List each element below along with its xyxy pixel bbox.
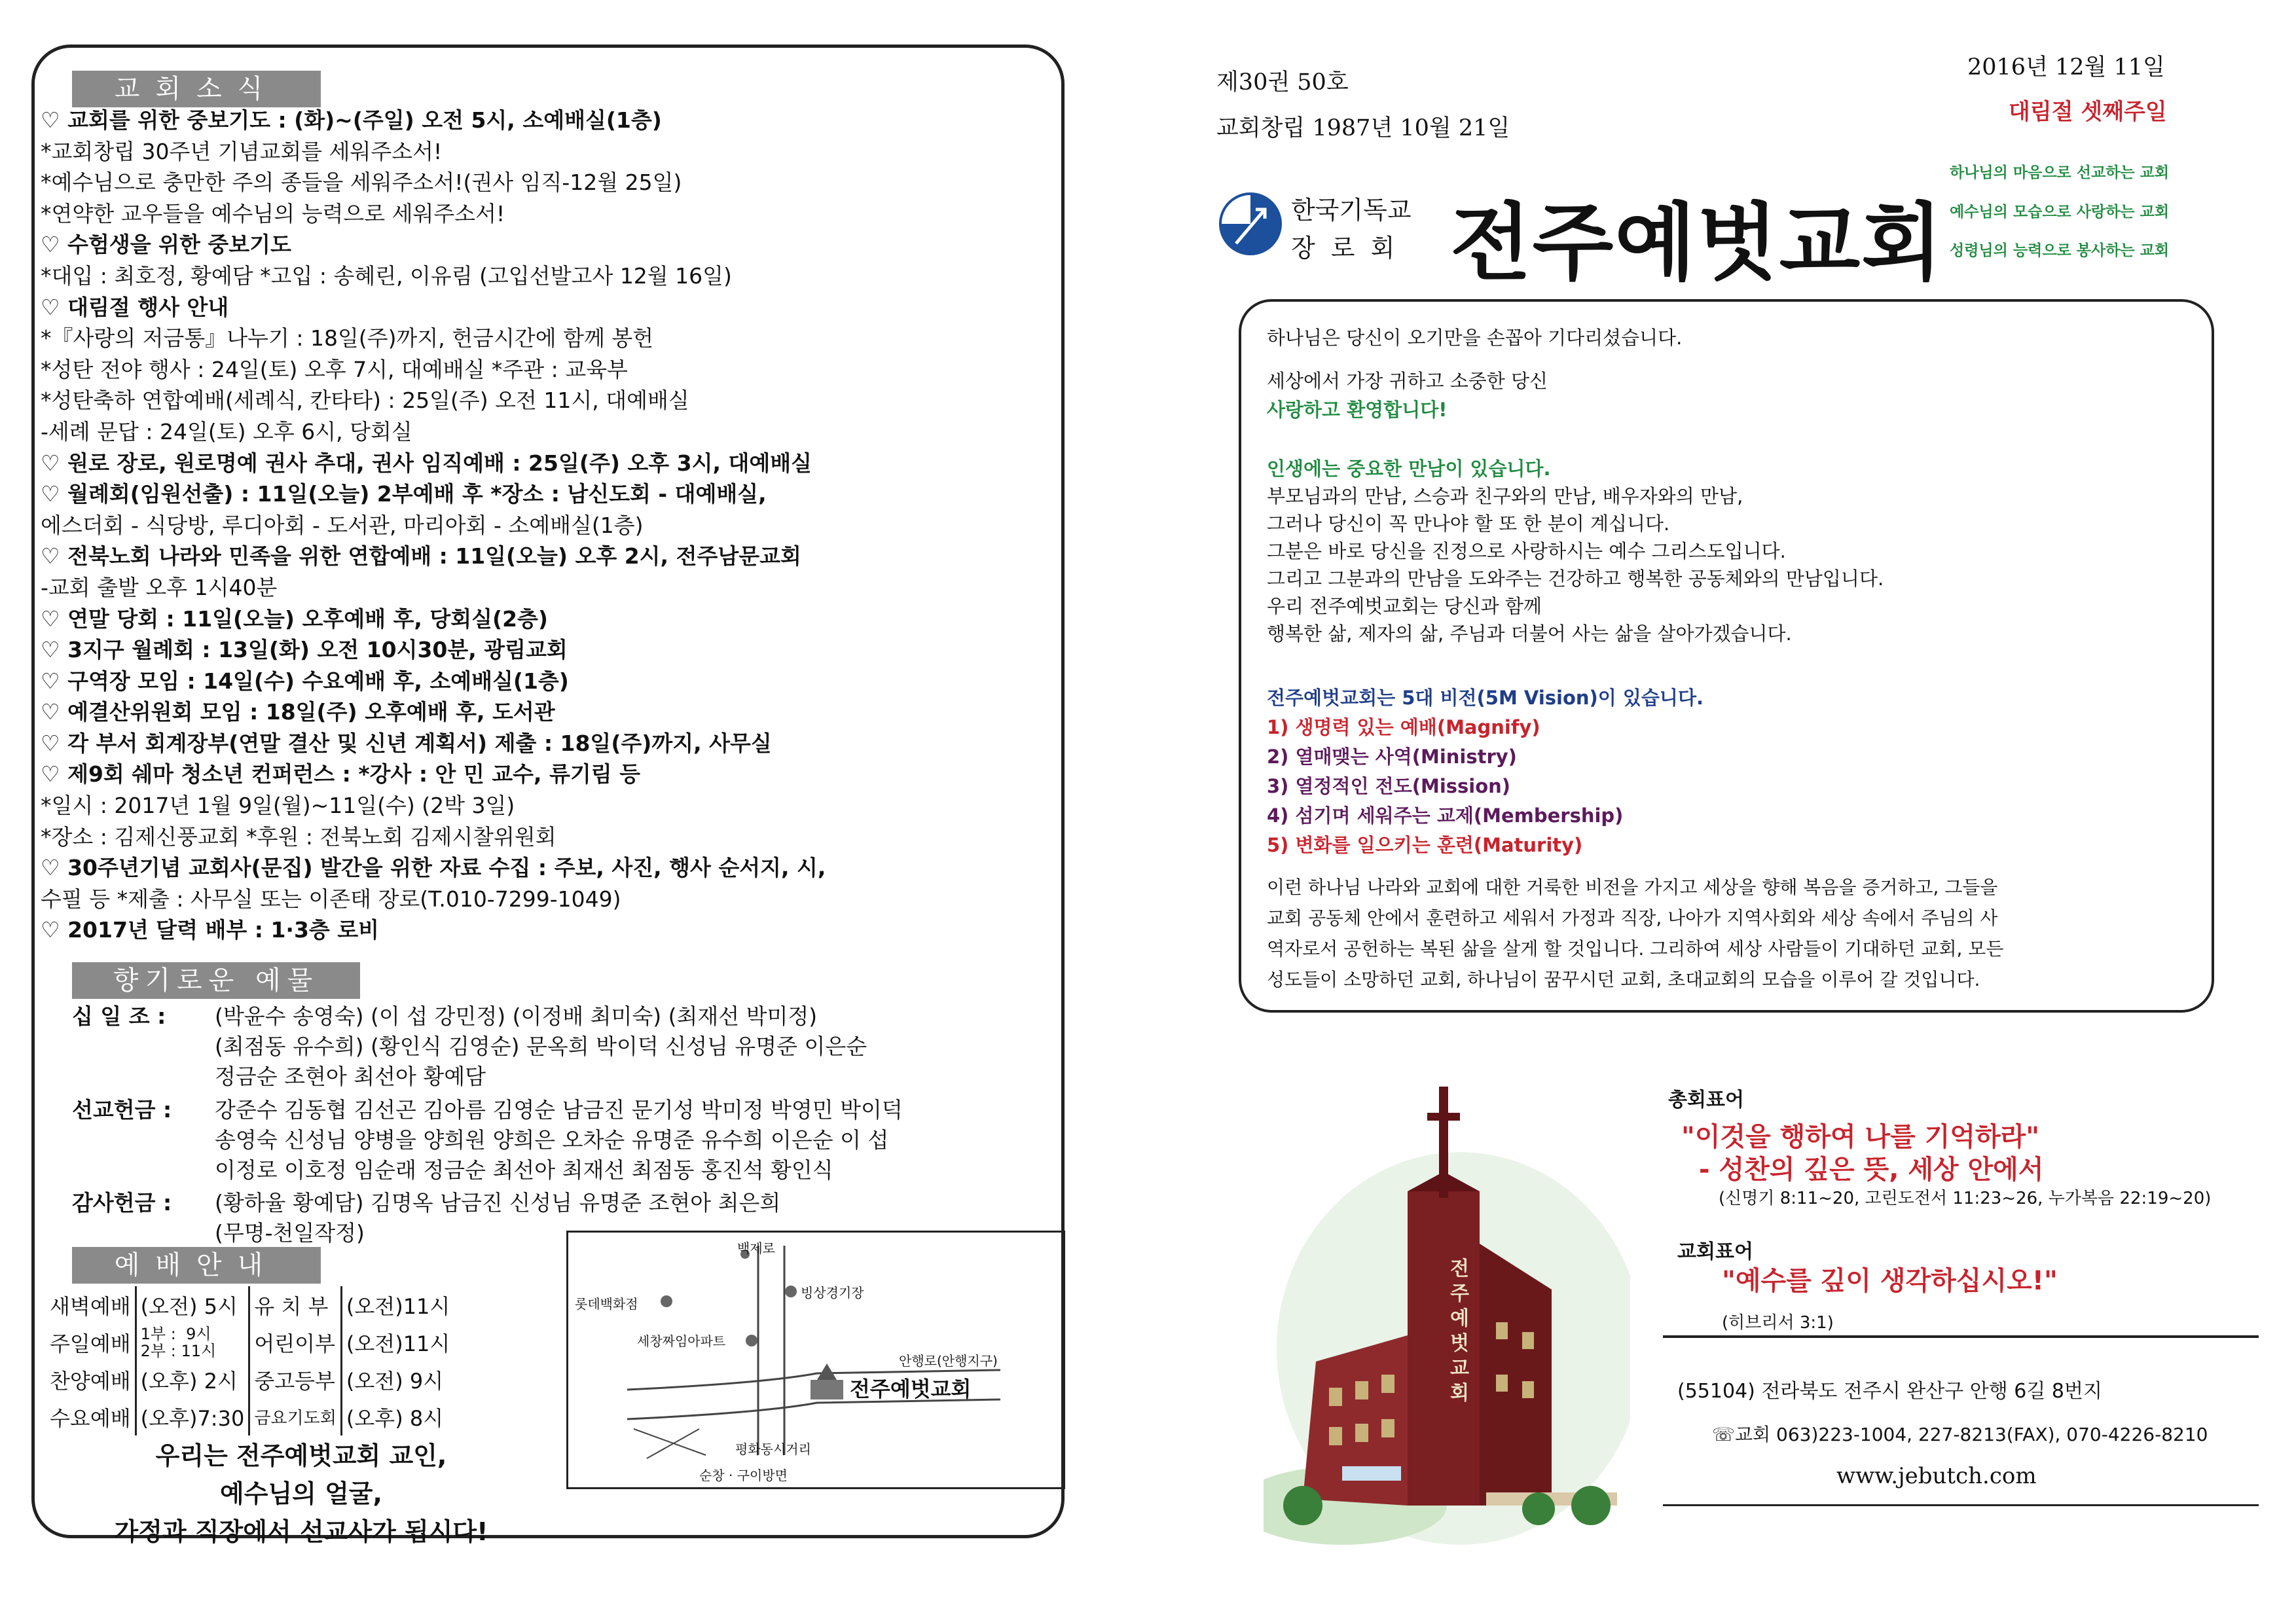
news-item: ♡ 월례회(임원선출) : 11일(오늘) 2부예배 후 *장소 : 남신도회 - 대예배실, [41,481,767,507]
volume-number: 제30권 50호 [1216,69,1349,96]
vision-paragraph-line: 이런 하나님 나라와 교회에 대한 거룩한 비전을 가지고 세상을 향해 복음을 증거하고, 그들을 [1267,876,1998,898]
worship-time: (오전) 5시 [136,1286,249,1324]
vision-paragraph-line: 성도들이 소망하던 교회, 하나님이 꿈꾸시던 교회, 초대교회의 모습을 이루어 갈 것입니다. [1267,969,1980,990]
worship-time: (오후) 8시 [341,1398,454,1435]
worship-time: (오후) 2시 [136,1361,249,1398]
closing-line: 가정과 직장에서 선교사가 됩시다! [114,1517,488,1546]
news-item: ♡ 수험생을 위한 중보기도 [41,232,291,258]
meeting-line: 행복한 삶, 제자의 삶, 주님과 더불어 사는 삶을 살아가겠습니다. [1267,623,1792,645]
building-sign: 전주예벗교회 [1450,1257,1469,1405]
news-heading: 교회소식 [72,71,321,107]
meeting-line: 부모님과의 만남, 스승과 친구와의 만남, 배우자와의 만남, [1267,485,1743,507]
news-item: 수필 등 *제출 : 사무실 또는 이존태 장로(T.010-7299-1049) [41,886,621,912]
mission-line: 강준수 김동협 김선곤 김아름 김영순 남금진 문기성 박미정 박영민 박이덕 [215,1097,903,1123]
phone-numbers: ☏교회 063)223-1004, 227-8213(FAX), 070-4226-8210 [1712,1424,2208,1445]
welcome-line: 하나님은 당신이 오기만을 손꼽아 기다리셨습니다. [1267,327,1683,349]
worship-time: (오전)11시 [341,1286,454,1324]
welcome-highlight: 사랑하고 환영합니다! [1267,399,1448,421]
worship-time: 1부 : 9시 2부 : 11시 [136,1324,249,1361]
vision-item: 3) 열정적인 전도(Mission) [1267,775,1511,797]
map-label-church: 전주예벗교회 [850,1377,972,1401]
tithe-line: (최점동 유수희) (황인식 김영순) 문옥희 박이덕 신성님 유명준 이은순 [215,1034,867,1059]
news-item: ♡ 3지구 월례회 : 13일(화) 오전 10시30분, 광림교회 [41,637,568,663]
denomination-line1: 한국기독교 [1291,196,1412,225]
news-item: *성탄 전야 행사 : 24일(토) 오후 7시, 대예배실 *주관 : 교육부 [41,356,628,382]
worship-time: (오전)11시 [341,1324,454,1361]
founded-date: 교회창립 1987년 10월 21일 [1216,115,1510,141]
worship-table [46,1286,454,1435]
church-motto-line: "예수를 깊이 생각하십시오!" [1722,1266,2058,1296]
worship-row [46,1286,454,1324]
tithe-line: (박윤수 송영숙) (이 섭 강민정) (이정배 최미숙) (최재선 박미정) [215,1003,818,1029]
news-item: ♡ 30주년기념 교회사(문집) 발간을 위한 자료 수집 : 주보, 사진, 행사 순서지, 시, [41,855,826,881]
website-link[interactable]: www.jebutch.com [1836,1463,2037,1489]
vision-heading: 전주예벗교회는 5대 비전(5M Vision)이 있습니다. [1267,687,1704,709]
worship-dept: 어린이부 [249,1324,342,1361]
tithe-label: 십 일 조 : [72,1003,166,1029]
location-map [566,1231,1065,1489]
bulletin-date: 2016년 12월 11일 [1967,54,2165,81]
worship-dept: 금요기도회 [249,1398,342,1435]
news-item: ♡ 각 부서 회계장부(연말 결산 및 신년 계획서) 제출 : 18일(주)까지, 사무실 [41,730,772,756]
news-item: -세례 문답 : 24일(토) 오후 6시, 당회실 [41,418,412,444]
news-item: ♡ 교회를 위한 중보기도 : (화)~(주일) 오전 5시, 소예배실(1층) [41,107,662,133]
vision-item: 5) 변화를 일으키는 훈련(Maturity) [1267,834,1583,856]
news-item: ♡ 대림절 행사 안내 [41,294,229,320]
church-building-image [1264,1074,1630,1545]
worship-dept: 중고등부 [249,1361,342,1398]
slogan-line: 하나님의 마음으로 선교하는 교회 [1950,164,2170,181]
vision-paragraph-line: 교회 공동체 안에서 훈련하고 세워서 가정과 직장, 나아가 지역사회와 세상 속에서 주님의 사 [1267,907,1998,929]
divider-line [1663,1335,2259,1338]
meeting-line: 우리 전주예벗교회는 당신과 함께 [1267,595,1542,617]
meeting-line: 그분은 바로 당신을 진정으로 사랑하시는 예수 그리스도입니다. [1267,540,1786,562]
worship-row [46,1324,454,1361]
worship-name: 찬양예배 [50,1368,131,1394]
worship-name: 새벽예배 [50,1293,131,1319]
general-motto-line: "이것을 행하여 나를 기억하라" [1681,1122,2040,1152]
map-label-lotte: 롯데백화점 [575,1296,638,1312]
mission-line: 송영숙 신성님 양병을 양희원 양희은 오차순 유명준 유수희 이은순 이 섭 [215,1127,889,1153]
worship-name: 수요예배 [50,1405,131,1431]
map-label-road-top: 백제로 [737,1240,775,1256]
thanks-label: 감사헌금 : [72,1190,172,1216]
news-item: ♡ 전북노회 나라와 민족을 위한 연합예배 : 11일(오늘) 오후 2시, 전주남문교회 [41,543,801,569]
tithe-line: 정금순 조현아 최선아 황예담 [215,1064,486,1089]
season-label: 대림절 셋째주일 [2009,99,2167,125]
news-item: *예수님으로 충만한 주의 종들을 세워주소서!(권사 임직-12월 25일) [41,170,682,196]
vision-paragraph-line: 역자로서 공헌하는 복된 삶을 살게 할 것입니다. 그리하여 세상 사람들이 기대하던 교회, 모든 [1267,938,2004,960]
church-name: 전주예벗교회 [1450,194,1944,292]
general-motto-label: 총회표어 [1668,1089,1744,1111]
mission-label: 선교헌금 : [72,1097,172,1123]
worship-dept: 유 치 부 [249,1286,342,1324]
news-item: -교회 출발 오후 1시40분 [41,574,278,600]
news-item: ♡ 예결산위원회 모임 : 18일(주) 오후예배 후, 도서관 [41,699,555,725]
news-item: *『사랑의 저금통』나누기 : 18일(주)까지, 헌금시간에 함께 봉헌 [41,325,654,352]
news-item: *연약한 교우들을 예수님의 능력으로 세워주소서! [41,200,505,226]
meeting-line: 그리고 그분과의 만남을 도와주는 건강하고 행복한 공동체와의 만남입니다. [1267,568,1884,590]
worship-name: 주일예배 [50,1331,131,1356]
vision-item: 1) 생명력 있는 예배(Magnify) [1267,716,1540,738]
divider-line [1663,1504,2259,1506]
news-item: *성탄축하 연합예배(세례식, 칸타타) : 25일(주) 오전 11시, 대예배실 [41,388,689,414]
denomination-line2: 장 로 회 [1291,234,1399,262]
closing-line: 우리는 전주예벗교회 교인, [155,1441,447,1470]
slogan-line: 예수님의 모습으로 사랑하는 교회 [1950,204,2170,221]
welcome-line: 세상에서 가장 귀하고 소중한 당신 [1267,370,1548,392]
offering-heading: 향기로운 예물 [72,962,360,999]
map-label-intersection: 평화동시거리 [735,1441,811,1457]
vision-item: 2) 열매맺는 사역(Ministry) [1267,746,1517,768]
news-item: *장소 : 김제신풍교회 *후원 : 전북노회 김제시찰위원회 [41,823,556,850]
news-item: ♡ 연말 당회 : 11일(오늘) 오후예배 후, 당회실(2층) [41,605,548,632]
map-label-road-right: 안행로(안행지구) [899,1353,998,1369]
worship-heading: 예배안내 [72,1247,321,1284]
news-item: ♡ 구역장 모임 : 14일(수) 수요예배 후, 소예배실(1층) [41,668,569,694]
worship-row [46,1361,454,1398]
map-label-rink: 빙상경기장 [801,1285,864,1301]
news-item: ♡ 원로 장로, 원로명예 권사 추대, 권사 임직예배 : 25일(주) 오후 3시, 대예배실 [41,450,812,476]
general-motto-line: - 성찬의 깊은 뜻, 세상 안에서 [1699,1155,2044,1185]
news-item: ♡ 2017년 달력 배부 : 1·3층 로비 [41,917,380,943]
news-item: *일시 : 2017년 1월 9일(월)~11일(수) (2박 3일) [41,793,515,819]
church-motto-label: 교회표어 [1677,1240,1753,1263]
church-logo-icon [1216,190,1285,258]
slogan-line: 성령님의 능력으로 봉사하는 교회 [1950,242,2170,259]
vision-item: 4) 섬기며 세워주는 교제(Membership) [1267,804,1624,827]
meeting-heading: 인생에는 중요한 만남이 있습니다. [1267,458,1551,480]
address: (55104) 전라북도 전주시 완산구 안행 6길 8번지 [1677,1380,2102,1403]
news-item: ♡ 제9회 쉐마 청소년 컨퍼런스 : *강사 : 안 민 교수, 류기림 등 [41,761,641,787]
closing-line: 예수님의 얼굴, [220,1479,382,1508]
general-motto-reference: (신명기 8:11~20, 고린도전서 11:23~26, 누가복음 22:19~20) [1719,1189,2212,1208]
thanks-line: (황하율 황예담) 김명옥 남금진 신성님 유명준 조현아 최은희 [215,1190,781,1216]
news-item: *교회창립 30주년 기념교회를 세워주소서! [41,138,443,164]
news-item: 에스더회 - 식당방, 루디아회 - 도서관, 마리아회 - 소예배실(1층) [41,512,644,538]
church-motto-reference: (히브리서 3:1) [1722,1313,1834,1333]
worship-time: (오후)7:30 [136,1398,249,1435]
thanks-line: (무명-천일작정) [215,1220,365,1246]
map-label-road-bottom: 순창 · 구이방면 [699,1468,788,1483]
news-list [41,105,1062,946]
meeting-line: 그러나 당신이 꼭 만나야 할 또 한 분이 계십니다. [1267,513,1670,535]
worship-row [46,1398,454,1435]
mission-line: 이정로 이호정 임순래 정금순 최선아 최재선 최점동 홍진석 황인식 [215,1157,833,1183]
map-label-apt: 세창짜임아파트 [637,1333,726,1349]
worship-time: (오전) 9시 [341,1361,454,1398]
news-item: *대입 : 최호정, 황예담 *고입 : 송혜린, 이유림 (고입선발고사 12월 16일) [41,262,732,289]
